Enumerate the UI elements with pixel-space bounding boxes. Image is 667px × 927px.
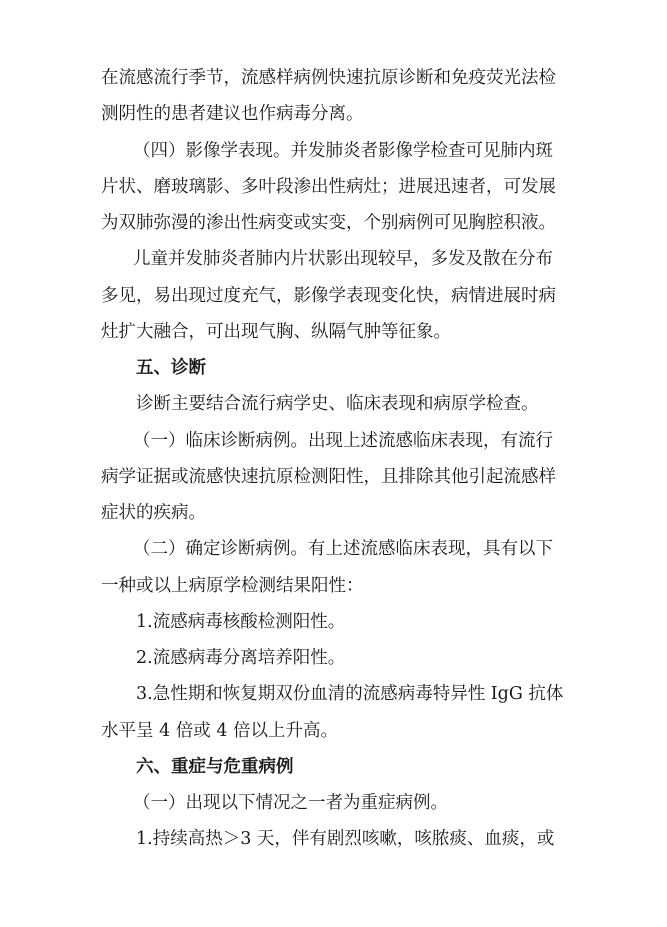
text-line: （一）出现以下情况之一者为重症病例。 <box>133 793 448 813</box>
text-line: 测阴性的患者建议也作病毒分离。 <box>101 104 364 124</box>
text-line: 为双肺弥漫的渗出性病变或实变，个别病例可见胸腔积液。 <box>101 213 556 233</box>
text-line: 在流感流行季节，流感样病例快速抗原诊断和免疫荧光法检 <box>101 68 556 88</box>
section-heading: 五、诊断 <box>136 358 206 378</box>
text-line: 灶扩大融合，可出现气胸、纵隔气肿等征象。 <box>101 322 451 342</box>
text-line: （二）确定诊断病例。有上述流感临床表现，具有以下 <box>133 539 553 559</box>
text-line: 1.流感病毒核酸检测阳性。 <box>136 612 346 632</box>
text-line: （四）影像学表现。并发肺炎者影像学检查可见肺内斑 <box>133 141 553 161</box>
text-line: 1.持续高热＞3 天，伴有剧烈咳嗽，咳脓痰、血痰，或 <box>136 829 555 849</box>
text-line: 诊断主要结合流行病学史、临床表现和病原学检查。 <box>136 394 539 414</box>
text-line: 病学证据或流感快速抗原检测阳性，且排除其他引起流感样 <box>101 467 556 487</box>
text-line: 儿童并发肺炎者肺内片状影出现较早，多发及散在分布 <box>133 249 553 269</box>
text-line: 3.急性期和恢复期双份血清的流感病毒特异性 IgG 抗体 <box>136 684 564 704</box>
section-heading: 六、重症与危重病例 <box>136 757 294 777</box>
text-line: 多见，易出现过度充气，影像学表现变化快，病情进展时病 <box>101 286 556 306</box>
text-line: 水平呈 4 倍或 4 倍以上升高。 <box>101 721 339 741</box>
text-line: 片状、磨玻璃影、多叶段渗出性病灶；进展迅速者，可发展 <box>101 177 556 197</box>
text-line: （一）临床诊断病例。出现上述流感临床表现，有流行 <box>133 431 553 451</box>
text-line: 症状的疾病。 <box>101 503 206 523</box>
text-line: 一种或以上病原学检测结果阳性： <box>101 576 364 596</box>
text-line: 2.流感病毒分离培养阳性。 <box>136 648 346 668</box>
